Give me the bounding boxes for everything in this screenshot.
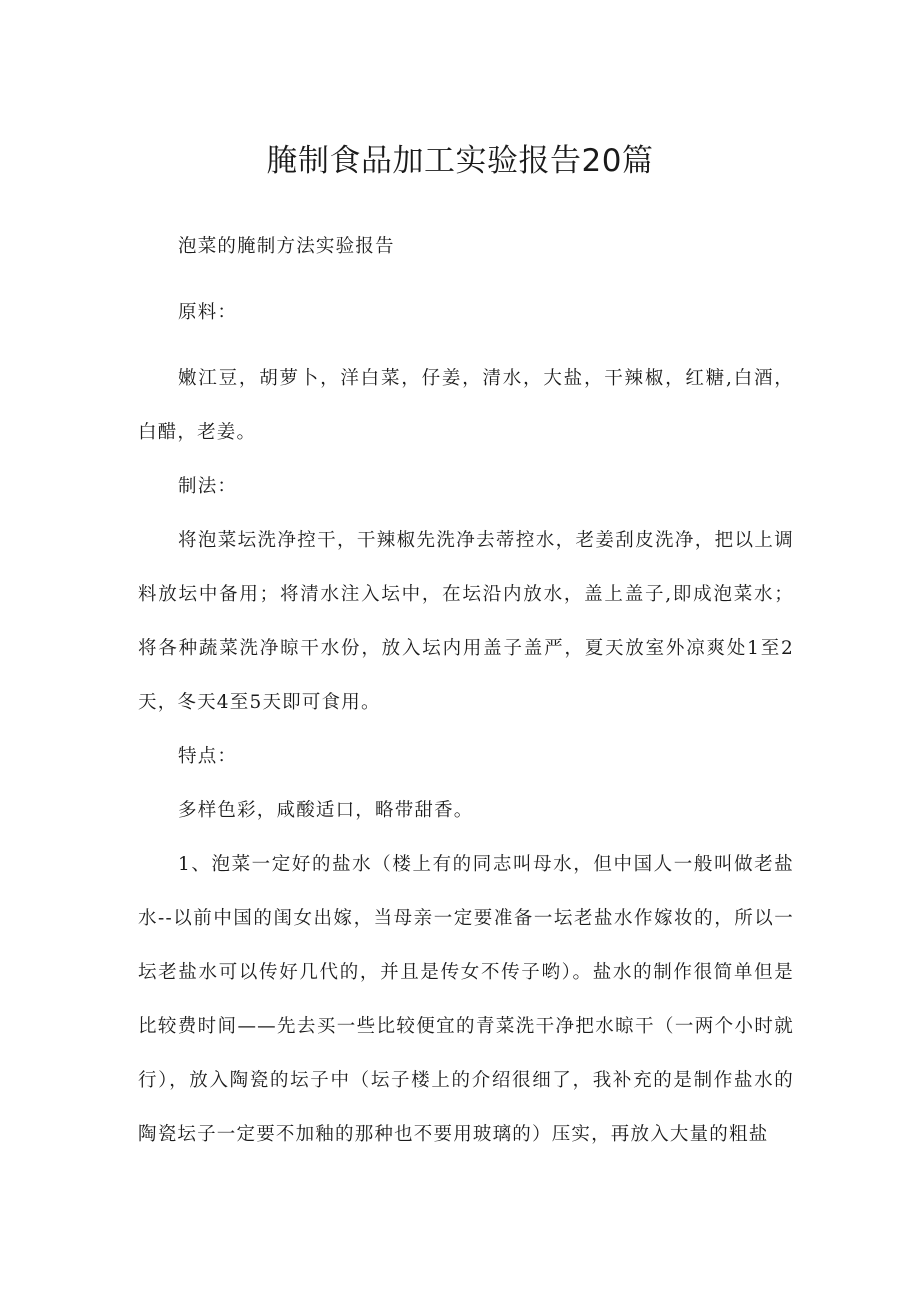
paragraph: 嫩江豆，胡萝卜，洋白菜，仔姜，清水，大盐，干辣椒，红糖,白酒，白醋，老姜。 <box>138 368 794 443</box>
paragraph: 原料： <box>178 302 238 323</box>
document-body <box>138 220 794 1162</box>
paragraph: 多样色彩，咸酸适口，略带甜香。 <box>178 800 474 821</box>
paragraph: 制法： <box>178 476 238 497</box>
paragraph: 特点： <box>178 746 238 767</box>
paragraph: 1、泡菜一定好的盐水（楼上有的同志叫母水，但中国人一般叫做老盐水--以前中国的闺女出嫁，当母亲一定要准备一坛老盐水作嫁妆的，所以一坛老盐水可以传好几代的，并且是传女不传子哟）。盐水的制作很简单但是比较费时间——先去买一些比较便宜的青菜洗干净把水晾干（一两个小时就行），放入陶瓷的坛子中（坛子楼上的介绍很细了，我补充的是制作盐水的陶瓷坛子一定要不加釉的那种也不要用玻璃的）压实，再放入大量的粗盐 <box>138 854 794 1145</box>
paragraph: 将泡菜坛洗净控干，干辣椒先洗净去蒂控水，老姜刮皮洗净，把以上调料放坛中备用；将清水注入坛中，在坛沿内放水，盖上盖子,即成泡菜水；将各种蔬菜洗净晾干水份，放入坛内用盖子盖严，夏天放室外凉爽处1至2天，冬天4至5天即可食用。 <box>138 530 794 713</box>
document-title: 腌制食品加工实验报告20篇 <box>266 143 654 179</box>
section-heading: 泡菜的腌制方法实验报告 <box>178 236 395 257</box>
